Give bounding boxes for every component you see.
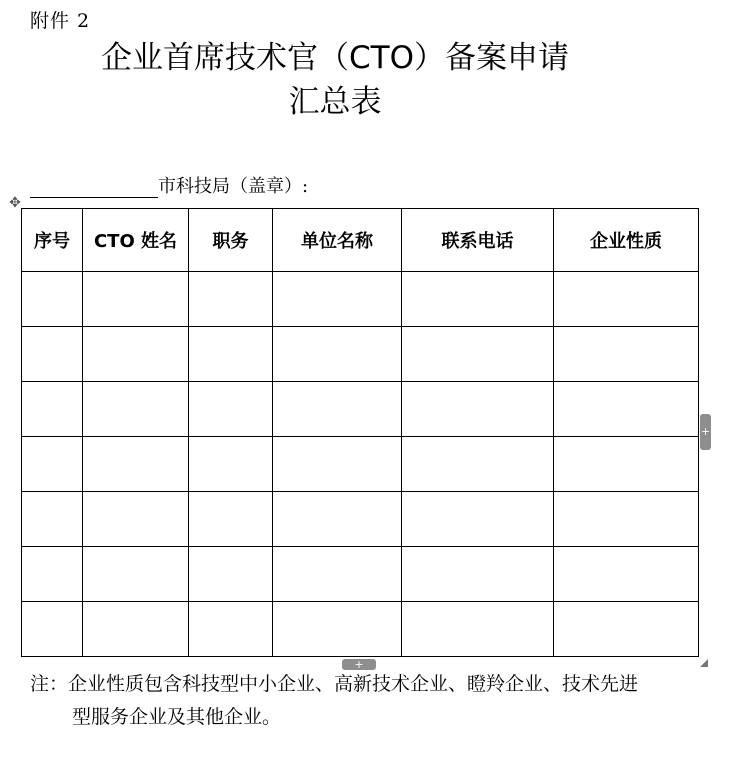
stamp-line: [30, 172, 308, 198]
table-cell[interactable]: [22, 272, 83, 327]
table-cell[interactable]: [402, 492, 554, 547]
table-cell[interactable]: [554, 272, 699, 327]
footnote: [30, 668, 698, 734]
table-cell[interactable]: [22, 547, 83, 602]
table-cell[interactable]: [402, 272, 554, 327]
table-row: [22, 382, 699, 437]
table-cell[interactable]: [22, 382, 83, 437]
table-move-icon[interactable]: ✥: [9, 195, 21, 211]
table-cell[interactable]: [273, 382, 402, 437]
table-cell[interactable]: [83, 272, 189, 327]
table-cell[interactable]: [402, 547, 554, 602]
table-row: [22, 492, 699, 547]
add-row-icon[interactable]: +: [342, 659, 376, 670]
table-cell[interactable]: [83, 437, 189, 492]
table-cell[interactable]: [83, 547, 189, 602]
table-body: [22, 272, 699, 657]
table-cell[interactable]: [554, 602, 699, 657]
table-cell[interactable]: [83, 602, 189, 657]
header-cto-name: CTO 姓名: [83, 209, 189, 272]
header-position: 职务: [189, 209, 273, 272]
table-cell[interactable]: [402, 437, 554, 492]
table-cell[interactable]: [83, 327, 189, 382]
table-resize-icon[interactable]: [700, 659, 708, 667]
table-cell[interactable]: [273, 272, 402, 327]
table-cell[interactable]: [189, 382, 273, 437]
header-company-type: 企业性质: [554, 209, 699, 272]
table-cell[interactable]: [189, 327, 273, 382]
table-row: [22, 547, 699, 602]
attachment-label: 附件 2: [30, 10, 91, 32]
header-index: 序号: [22, 209, 83, 272]
city-blank-field[interactable]: [30, 175, 158, 198]
table-cell[interactable]: [189, 272, 273, 327]
table-cell[interactable]: [189, 437, 273, 492]
table-row: [22, 602, 699, 657]
header-company-name: 单位名称: [273, 209, 402, 272]
table-header-row: [22, 209, 699, 272]
table-cell[interactable]: [83, 492, 189, 547]
table-cell[interactable]: [22, 492, 83, 547]
table-cell[interactable]: [189, 602, 273, 657]
table-cell[interactable]: [402, 327, 554, 382]
document-subtitle: 汇总表: [288, 84, 382, 120]
table-cell[interactable]: [554, 492, 699, 547]
table-cell[interactable]: [554, 382, 699, 437]
table-cell[interactable]: [402, 382, 554, 437]
footnote-line-1: 注：企业性质包含科技型中小企业、高新技术企业、瞪羚企业、技术先进: [30, 673, 639, 695]
document-title: 企业首席技术官（CTO）备案申请: [101, 40, 569, 76]
summary-table: [21, 208, 699, 657]
table-cell[interactable]: [22, 602, 83, 657]
table-cell[interactable]: [189, 492, 273, 547]
table-cell[interactable]: [189, 547, 273, 602]
table-row: [22, 327, 699, 382]
footnote-line-2: 型服务企业及其他企业。: [72, 706, 282, 728]
table-cell[interactable]: [83, 382, 189, 437]
table-cell[interactable]: [22, 327, 83, 382]
table-cell[interactable]: [554, 547, 699, 602]
stamp-label: 市科技局（盖章）:: [158, 176, 309, 197]
header-phone: 联系电话: [402, 209, 554, 272]
table-cell[interactable]: [273, 492, 402, 547]
table-cell[interactable]: [554, 437, 699, 492]
table-cell[interactable]: [402, 602, 554, 657]
table-cell[interactable]: [273, 437, 402, 492]
table-cell[interactable]: [22, 437, 83, 492]
table-cell[interactable]: [273, 602, 402, 657]
table-row: [22, 437, 699, 492]
table-cell[interactable]: [273, 327, 402, 382]
table-cell[interactable]: [273, 547, 402, 602]
table-row: [22, 272, 699, 327]
table-cell[interactable]: [554, 327, 699, 382]
add-column-icon[interactable]: +: [700, 414, 711, 450]
